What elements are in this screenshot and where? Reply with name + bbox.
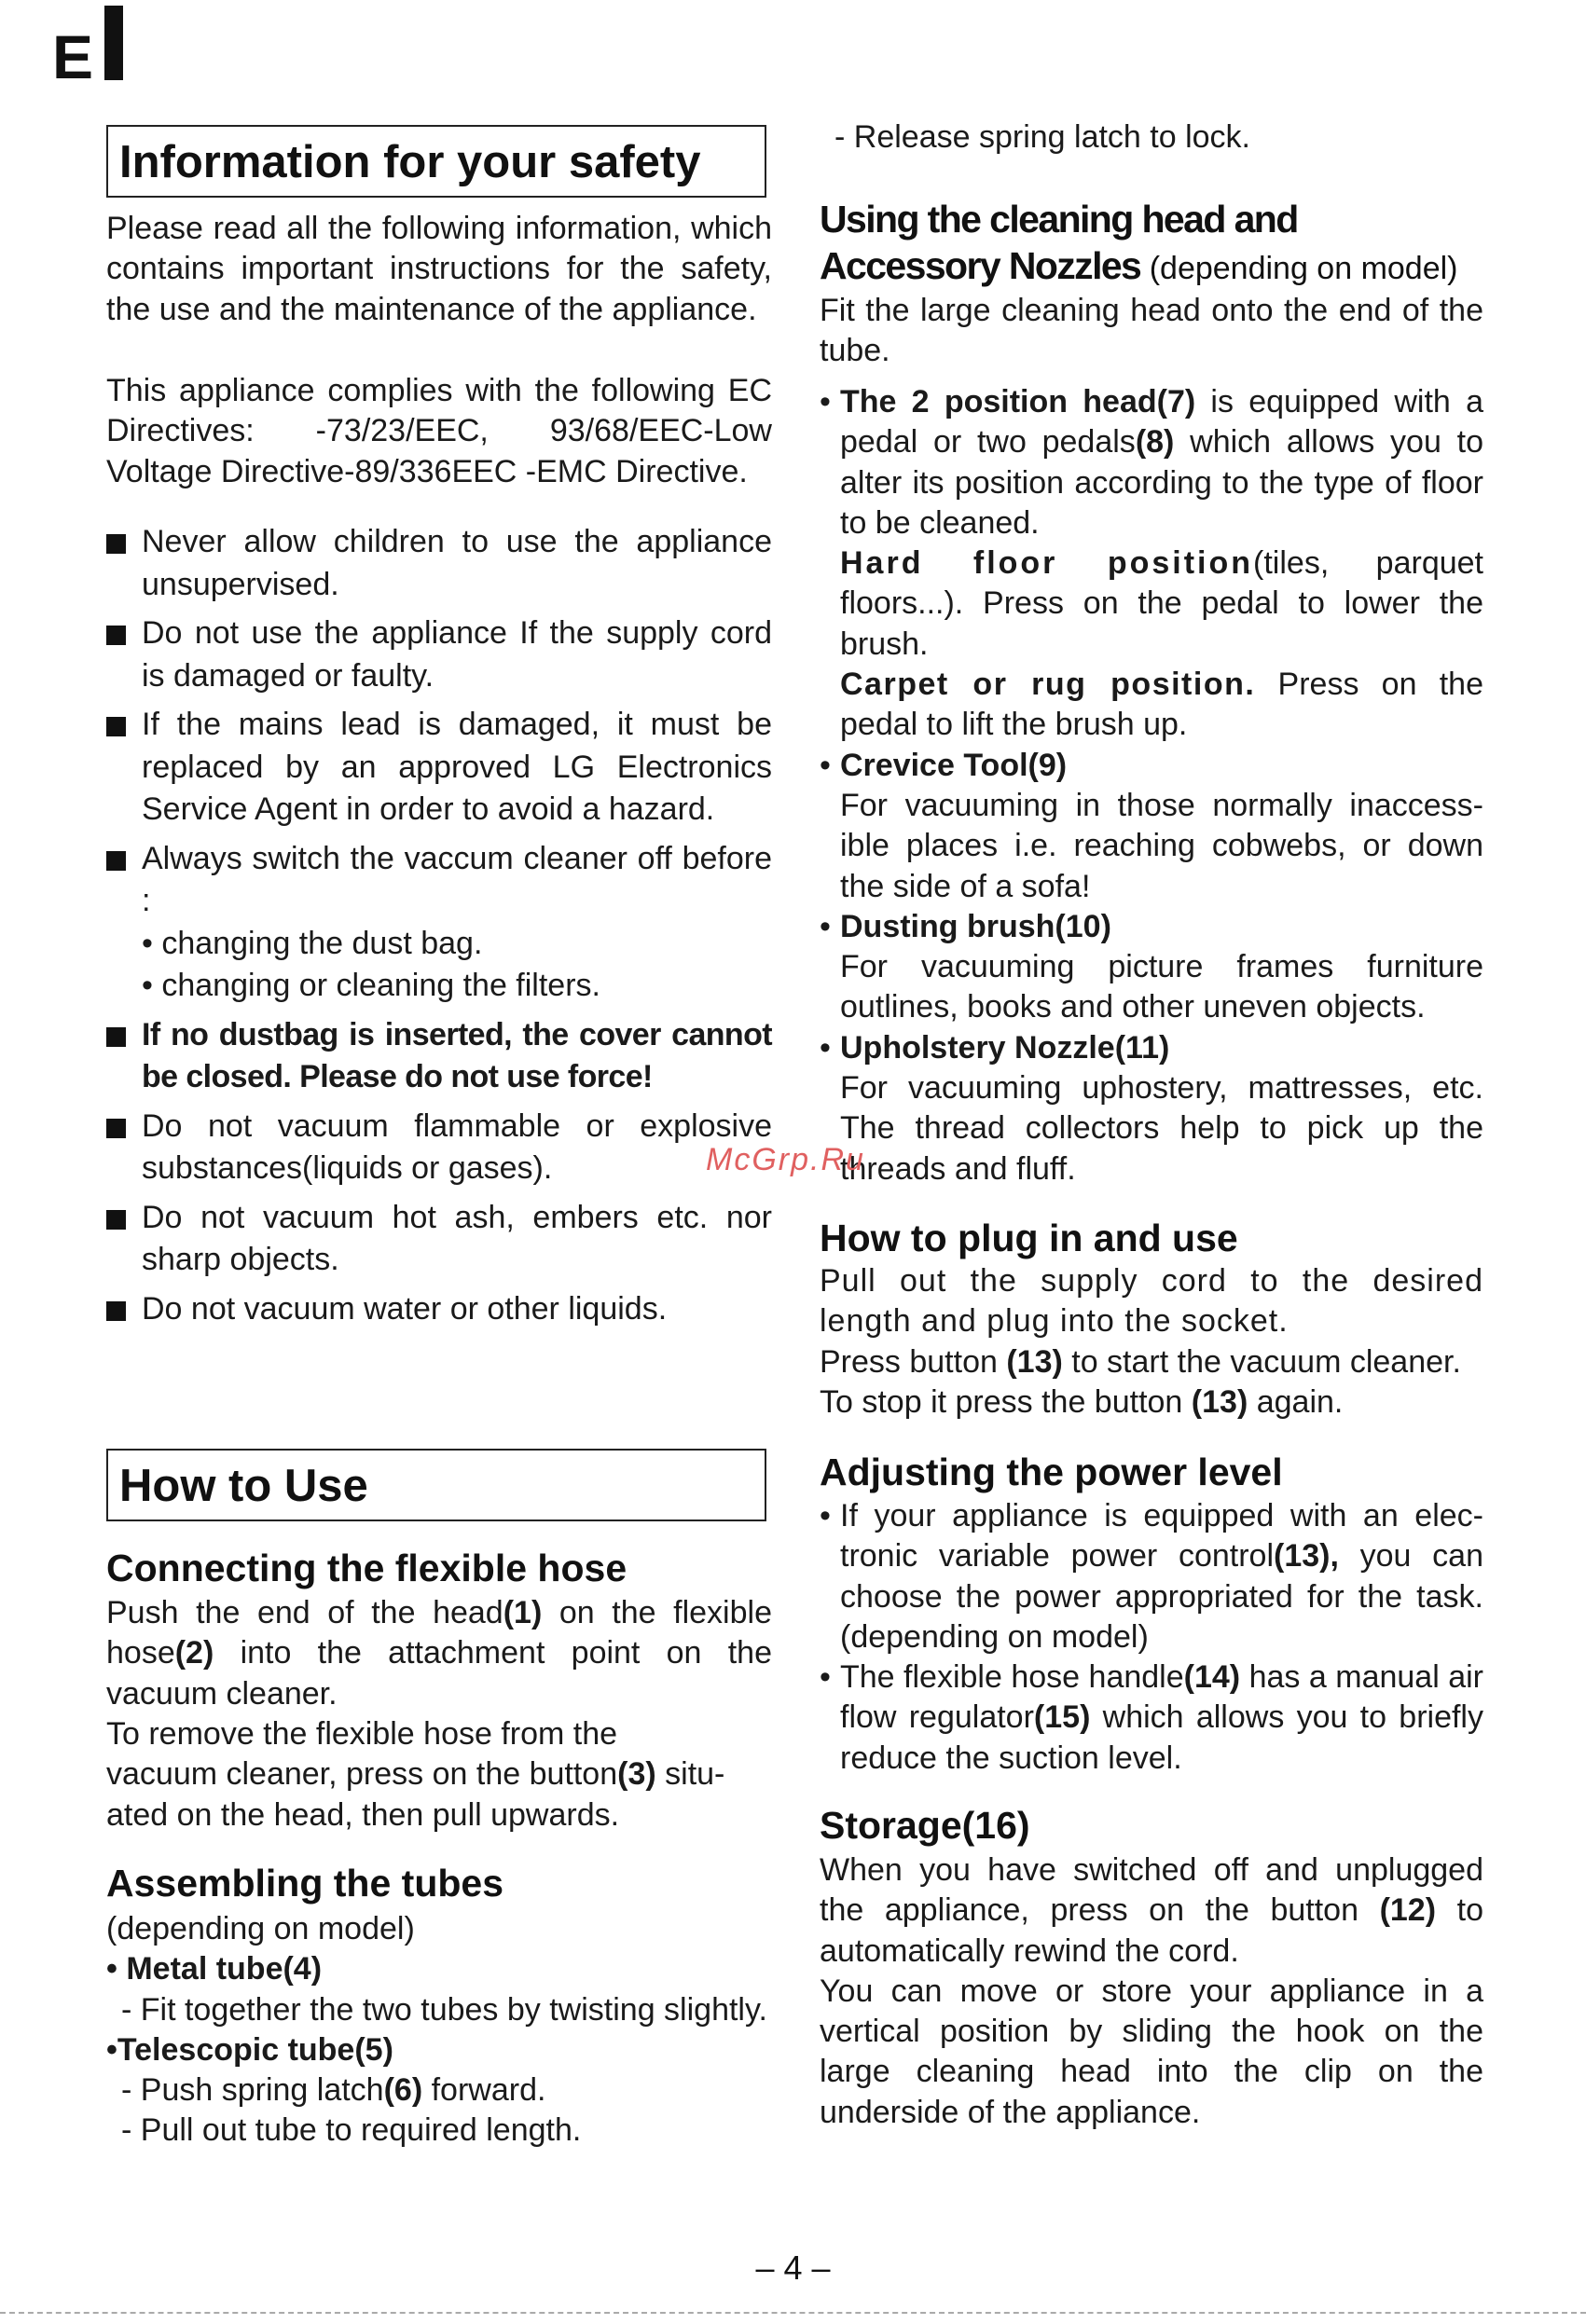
plug-paragraph: Pull out the supply cord to the desired length and plug into the socket. [820,1263,1483,1340]
upholstery-description: For vacuuming uphostery, mattresses, etc. The thread collectors help to pick up the threads and fluff. [840,1070,1483,1187]
square-bullet-icon [106,1210,126,1230]
storage-paragraph: When you have switched off and unplugged the appliance, press on the button (12) to automatically rewind the cord. [820,1852,1483,1969]
safety-item: Do not vacuum flammable or explosive substances(liquids or gases). [106,1106,772,1190]
accessory-item-upholstery: • Upholstery Nozzle(11) [820,1029,1170,1066]
bottom-rule [0,2312,1586,2314]
storage-paragraph: You can move or store your appliance in a vertical position by sliding the hook on the large cleaning head into the clip on the underside of the appliance. [820,1973,1483,2130]
how-to-use-section-title: How to Use [106,1449,766,1521]
telescopic-tube-label: •Telescopic tube(5) [106,2031,393,2068]
hose-remove-paragraph: To remove the flexible hose from the vacuum cleaner, press on the button(3) situ-ated on the head, then pull upwards. [106,1716,725,1833]
safety-subitem: • changing or cleaning the filters. [142,968,600,1003]
language-tag: E [52,22,94,91]
tubes-heading: Assembling the tubes [106,1862,504,1905]
hose-paragraph: Push the end of the head(1) on the flexible hose(2) into the attachment point on the vacuum cleaner. [106,1595,772,1712]
square-bullet-icon [106,1301,126,1321]
safety-list [106,521,772,1337]
safety-section-title: Information for your safety [106,125,766,198]
dusting-description: For vacuuming picture frames furniture outlines, books and other uneven objects. [840,949,1483,1025]
telescopic-step: - Release spring latch to lock. [834,119,1250,155]
safety-directives: This appliance complies with the following EC Directives: -73/23/EEC, 93/68/EEC-Low Voltage Directive-89/336EEC -EMC Directive. [106,373,772,489]
accessory-item-crevice: • Crevice Tool(9) [820,747,1068,783]
plug-content [820,1261,1483,1423]
metal-tube-label: • Metal tube(4) [106,1951,323,1987]
cleaning-head-intro: Fit the large cleaning head onto the end of the tube. [820,293,1483,369]
metal-tube-desc: - Fit together the two tubes by twisting slightly. [121,1991,767,2028]
accessory-list [820,382,1483,1190]
power-list [820,1496,1483,1779]
storage-heading: Storage(16) [820,1804,1030,1847]
safety-intro: Please read all the following information, which contains important instructions for the safety, the use and the maintenance of the appliance. [106,211,772,327]
crevice-description: For vacuuming in those normally inaccess-ible places i.e. reaching cobwebs, or down the side of a sofa! [840,787,1483,904]
carpet-position: Carpet or rug position. Press on the pedal to lift the brush up. [840,667,1483,743]
hose-heading: Connecting the flexible hose [106,1547,628,1589]
tubes-note: (depending on model) [106,1911,415,1946]
power-item: • The flexible hose handle(14) has a manual air flow regulator(15) which allows you to briefly reduce the suction level. [820,1659,1484,1776]
safety-item: Do not vacuum hot ash, embers etc. nor sharp objects. [106,1197,772,1282]
storage-content [820,1850,1483,2133]
watermark: McGrp.Ru [706,1142,865,1177]
square-bullet-icon [106,1119,126,1138]
cleaning-head-heading: Using the cleaning head and Accessory Nozzles (depending on model) [820,198,1458,287]
language-bar [104,6,123,80]
square-bullet-icon [106,717,126,736]
accessory-item-head: • The 2 position head(7) is equipped with a pedal or two pedals(8) which allows you to alter its position according to the type of floor to be cleaned. [820,384,1483,541]
square-bullet-icon [106,534,126,554]
square-bullet-icon [106,626,126,645]
plug-start: Press button (13) to start the vacuum cleaner. [820,1343,1461,1380]
hard-floor-position: Hard floor position(tiles, parquet floors...). Press on the pedal to lower the brush. [840,545,1483,662]
safety-item-warning: If no dustbag is inserted, the cover cannot be closed. Please do not use force! [106,1014,772,1099]
plug-stop: To stop it press the button (13) again. [820,1383,1344,1420]
telescopic-step: - Pull out tube to required length. [121,2112,582,2149]
safety-item: If the mains lead is damaged, it must be replaced by an approved LG Electronics Service Agent in order to avoid a hazard. [106,704,772,832]
safety-item: Do not vacuum water or other liquids. [106,1288,772,1331]
safety-item: Always switch the vaccum cleaner off before : • changing the dust bag. • changing or cleaning the filters. [106,838,772,1008]
square-bullet-icon [106,851,126,871]
telescopic-step: - Push spring latch(6) forward. [121,2072,546,2109]
square-bullet-icon [106,1027,126,1047]
accessory-item-dusting: • Dusting brush(10) [820,908,1111,944]
plug-heading: How to plug in and use [820,1217,1238,1259]
power-heading: Adjusting the power level [820,1451,1283,1493]
safety-subitem: • changing the dust bag. [142,925,483,961]
safety-item: Never allow children to use the appliance unsupervised. [106,521,772,606]
tubes-content [106,1909,772,2152]
page-number: – 4 – [755,2248,831,2287]
safety-item: Do not use the appliance If the supply cord is damaged or faulty. [106,612,772,697]
power-item: • If your appliance is equipped with an elec-tronic variable power control(13), you can choose the power appropriated for the task. (depending on model) [820,1498,1484,1655]
